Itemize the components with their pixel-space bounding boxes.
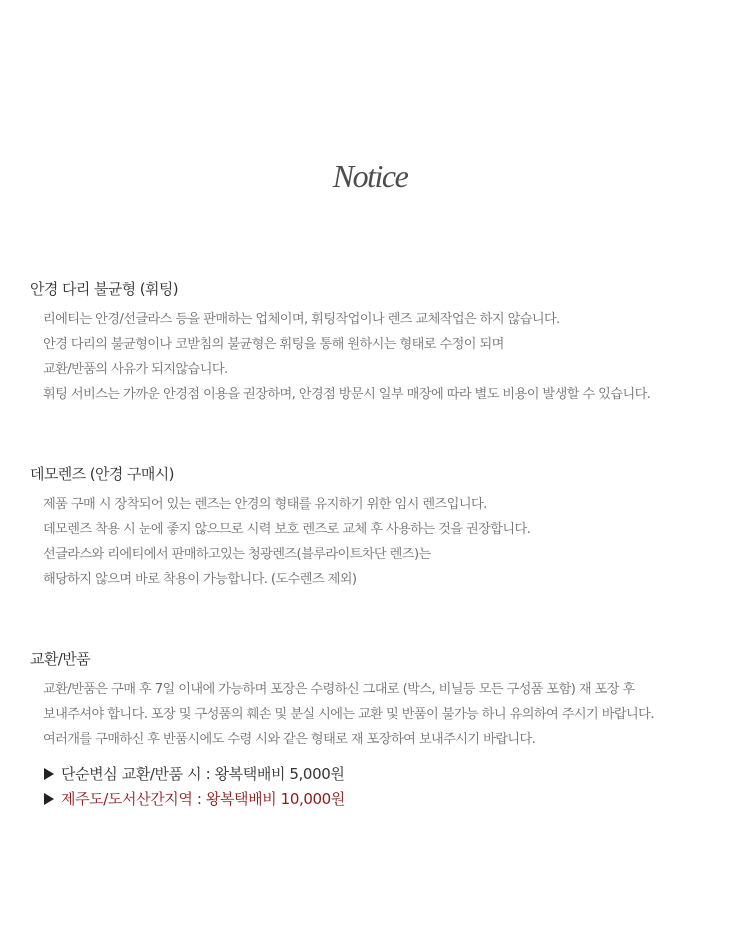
section-fitting	[30, 279, 720, 407]
section-heading: 교환/반품	[30, 650, 91, 668]
section-exchange-return	[30, 649, 720, 752]
section-line: 보내주셔야 합니다. 포장 및 구성품의 훼손 및 분실 시에는 교환 및 반품이 불가능 하니 유의하여 주시기 바랍니다.	[43, 707, 654, 722]
triangle-bullet-icon	[44, 768, 54, 780]
shipping-line-jeju-island	[44, 787, 345, 812]
page-title: Notice	[332, 158, 408, 194]
section-line: 교환/반품의 사유가 되지않습니다.	[43, 362, 228, 377]
section-line: 리에티는 안경/선글라스 등을 판매하는 업체이며, 휘팅작업이나 렌즈 교체작업은 하지 않습니다.	[43, 312, 560, 327]
section-heading: 데모렌즈 (안경 구매시)	[30, 465, 174, 483]
section-line: 해당하지 않으며 바로 착용이 가능합니다. (도수렌즈 제외)	[43, 572, 357, 587]
section-line: 여러개를 구매하신 후 반품시에도 수령 시와 같은 형태로 재 포장하여 보내주시기 바랍니다.	[43, 732, 536, 747]
section-line: 안경 다리의 불균형이나 코받침의 불균형은 휘팅을 통해 원하시는 형태로 수정이 되며	[43, 337, 504, 352]
section-line: 제품 구매 시 장착되어 있는 렌즈는 안경의 형태를 유지하기 위한 임시 렌즈입니다.	[43, 497, 487, 512]
section-heading: 안경 다리 불균형 (휘팅)	[30, 280, 179, 298]
section-line: 휘팅 서비스는 가까운 안경점 이용을 권장하며, 안경점 방문시 일부 매장에 따라 별도 비용이 발생할 수 있습니다.	[43, 387, 651, 402]
shipping-costs	[44, 762, 345, 812]
triangle-bullet-icon	[44, 793, 54, 805]
shipping-text: 단순변심 교환/반품 시 : 왕복택배비 5,000원	[61, 765, 345, 783]
section-line: 교환/반품은 구매 후 7일 이내에 가능하며 포장은 수령하신 그대로 (박스, 비닐등 모든 구성품 포함) 재 포장 후	[43, 682, 635, 697]
shipping-line-simple-change	[44, 762, 345, 787]
section-demo-lens	[30, 464, 720, 592]
section-line: 데모렌즈 착용 시 눈에 좋지 않으므로 시력 보호 렌즈로 교체 후 사용하는 것을 권장합니다.	[43, 522, 531, 537]
shipping-text: 제주도/도서산간지역 : 왕복택배비 10,000원	[61, 790, 345, 808]
section-line: 선글라스와 리에티에서 판매하고있는 청광렌즈(블루라이트차단 렌즈)는	[43, 547, 431, 562]
